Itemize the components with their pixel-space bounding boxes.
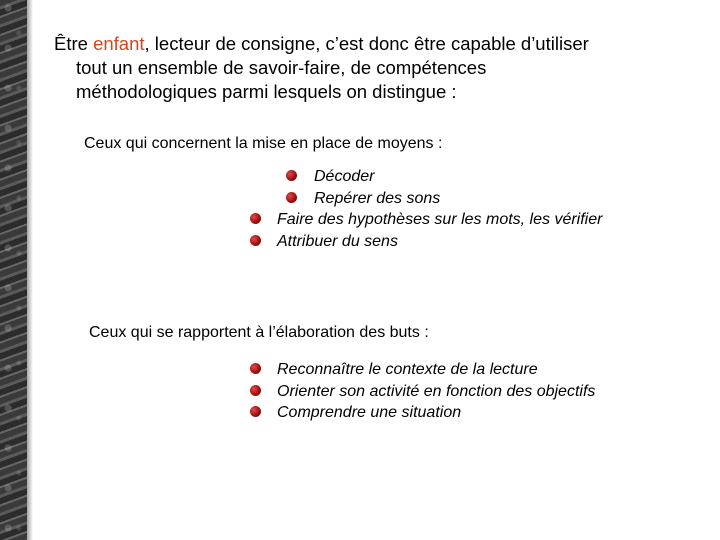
list-item <box>314 166 639 188</box>
bullet-icon <box>250 235 261 246</box>
heading-part1: Être <box>54 33 94 54</box>
bullet-icon <box>286 192 297 203</box>
list-item-text: Décoder <box>314 168 375 185</box>
heading-accent-word: enfant <box>93 33 145 54</box>
list-item-text: Faire des hypothèses sur les mots, les vérifier <box>277 211 603 228</box>
bullet-icon <box>250 213 261 224</box>
heading-part2: , lecteur de consigne, c’est donc être capable d’utiliser <box>144 33 589 54</box>
section2-label: Ceux qui se rapportent à l’élaboration des buts : <box>89 324 429 341</box>
bullet-icon <box>250 363 261 374</box>
list-item <box>314 188 639 210</box>
list-item-text: Comprendre une situation <box>277 404 462 421</box>
bullet-icon <box>250 385 261 396</box>
list-item-text: Repérer des sons <box>314 189 441 207</box>
list-item-text: Attribuer du sens <box>277 232 398 250</box>
list-item <box>277 231 602 253</box>
list-item <box>277 359 595 381</box>
slide-heading <box>54 32 704 104</box>
list-item <box>277 209 602 231</box>
list-item-text: Reconnaître le contexte de la lecture <box>277 361 538 378</box>
list-item <box>277 402 595 424</box>
heading-line2: tout un ensemble de savoir-faire, de compétences <box>76 57 487 78</box>
heading-line3: méthodologiques parmi lesquels on distingue : <box>76 81 457 102</box>
section1-label: Ceux qui concernent la mise en place de moyens : <box>84 135 443 152</box>
section2-list <box>0 359 596 424</box>
bullet-icon <box>286 170 297 181</box>
decorative-left-border <box>0 0 27 540</box>
list-item-text: Orienter son activité en fonction des objectifs <box>277 382 596 400</box>
bullet-icon <box>250 406 261 417</box>
list-item <box>277 381 595 403</box>
section1-list <box>0 166 603 252</box>
